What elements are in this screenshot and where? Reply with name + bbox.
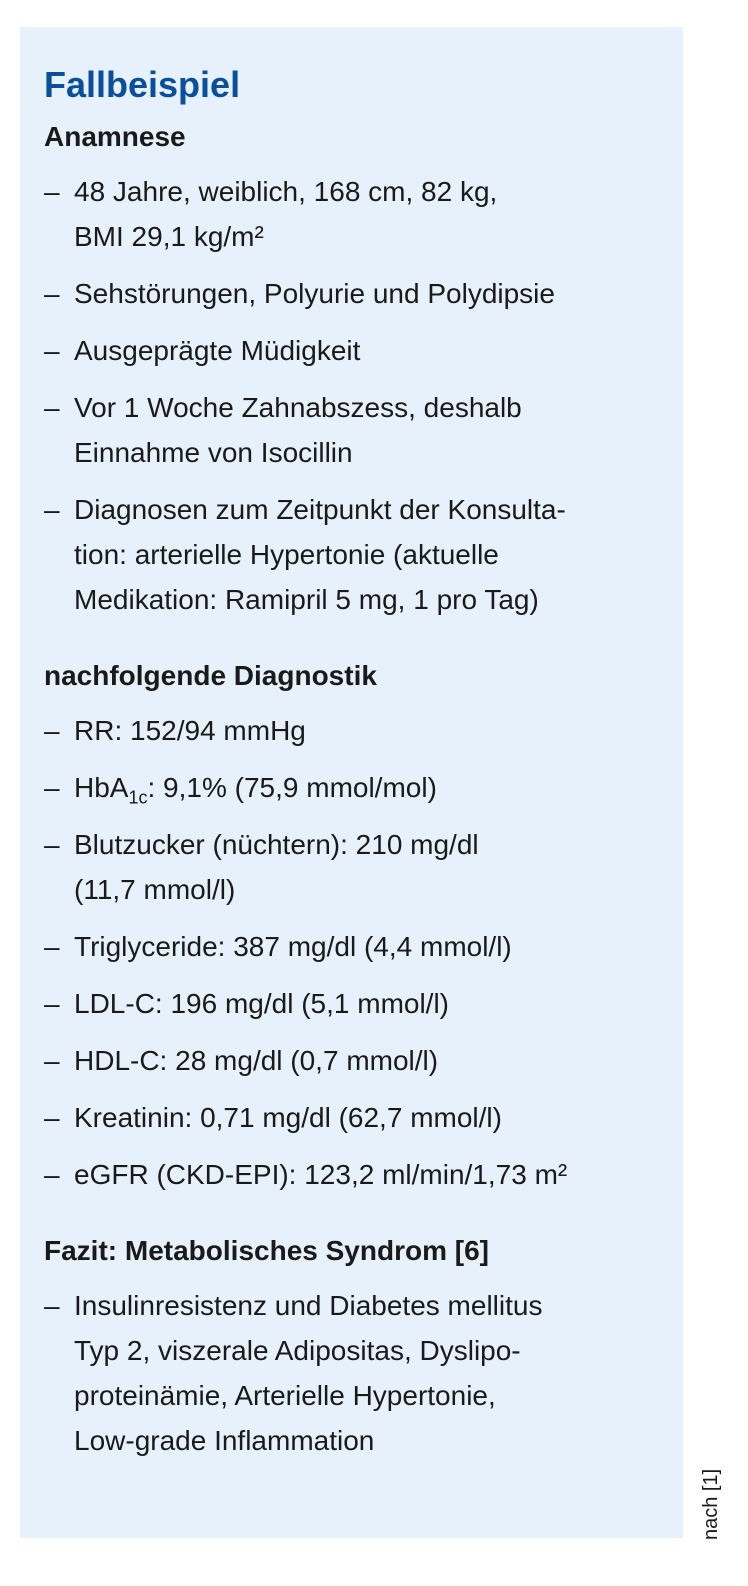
dash-bullet: –: [44, 278, 60, 309]
item-line: Kreatinin: 0,71 mg/dl (62,7 mmol/l): [74, 1102, 502, 1133]
item-line: Ausgeprägte Müdigkeit: [74, 335, 361, 366]
list-item: [44, 981, 659, 1026]
list-item: [44, 822, 659, 912]
list-item: [44, 1283, 659, 1463]
dash-bullet: –: [44, 1045, 60, 1076]
item-line: Einnahme von Isocillin: [74, 437, 353, 468]
item-line: Medikation: Ramipril 5 mg, 1 pro Tag): [74, 584, 539, 615]
dash-bullet: –: [44, 772, 60, 803]
item-line: Vor 1 Woche Zahnabszess, deshalb: [74, 392, 522, 423]
item-line: HDL-C: 28 mg/dl (0,7 mmol/l): [74, 1045, 439, 1076]
dash-bullet: –: [44, 494, 60, 525]
dash-bullet: –: [44, 176, 60, 207]
list-item: [44, 924, 659, 969]
dash-bullet: –: [44, 1159, 60, 1190]
source-note: nach [1]: [700, 1468, 722, 1540]
list-item: [44, 169, 659, 259]
item-line: Diagnosen zum Zeitpunkt der Konsulta-: [74, 494, 566, 525]
item-line: RR: 152/94 mmHg: [74, 715, 306, 746]
item-line: Insulinresistenz und Diabetes mellitus: [74, 1290, 543, 1321]
list-item: [44, 328, 659, 373]
item-line: Triglyceride: 387 mg/dl (4,4 mmol/l): [74, 931, 512, 962]
case-example-box: [20, 27, 683, 1538]
section-heading-anamnese: Anamnese: [44, 121, 186, 152]
item-line: Blutzucker (nüchtern): 210 mg/dl: [74, 829, 479, 860]
item-line: tion: arterielle Hypertonie (aktuelle: [74, 539, 499, 570]
dash-bullet: –: [44, 335, 60, 366]
dash-bullet: –: [44, 1290, 60, 1321]
item-line: Low-grade Inflammation: [74, 1425, 375, 1456]
item-line: Sehstörungen, Polyurie und Polydipsie: [74, 278, 555, 309]
dash-bullet: –: [44, 1102, 60, 1133]
dash-bullet: –: [44, 829, 60, 860]
section-heading-diagnostik: nachfolgende Diagnostik: [44, 660, 377, 691]
item-line: BMI 29,1 kg/m²: [74, 221, 264, 252]
section-heading-fazit: Fazit: Metabolisches Syndrom [6]: [44, 1235, 489, 1266]
hba-label: HbA: [74, 772, 129, 803]
list-item: [44, 487, 659, 622]
list-item: [44, 1095, 659, 1140]
list-item: [44, 765, 659, 810]
dash-bullet: –: [44, 988, 60, 1019]
dash-bullet: –: [44, 931, 60, 962]
item-line: LDL-C: 196 mg/dl (5,1 mmol/l): [74, 988, 450, 1019]
list-item: [44, 385, 659, 475]
anamnese-list: [44, 169, 659, 622]
list-item: [44, 1152, 659, 1197]
list-item: [44, 708, 659, 753]
page-title: Fallbeispiel: [44, 64, 241, 105]
item-line: (11,7 mmol/l): [74, 874, 236, 905]
item-line: eGFR (CKD-EPI): 123,2 ml/min/1,73 m²: [74, 1159, 568, 1190]
item-line: Typ 2, viszerale Adipositas, Dyslipo-: [74, 1335, 521, 1366]
hba-value: : 9,1% (75,9 mmol/mol): [147, 772, 437, 803]
dash-bullet: –: [44, 715, 60, 746]
hba-subscript: 1c: [128, 787, 148, 808]
item-line: [74, 765, 659, 810]
list-item: [44, 271, 659, 316]
list-item: [44, 1038, 659, 1083]
fazit-list: [44, 1283, 659, 1463]
item-line: proteinämie, Arterielle Hypertonie,: [74, 1380, 496, 1411]
diagnostik-list: [44, 708, 659, 1197]
dash-bullet: –: [44, 392, 60, 423]
item-line: 48 Jahre, weiblich, 168 cm, 82 kg,: [74, 176, 498, 207]
